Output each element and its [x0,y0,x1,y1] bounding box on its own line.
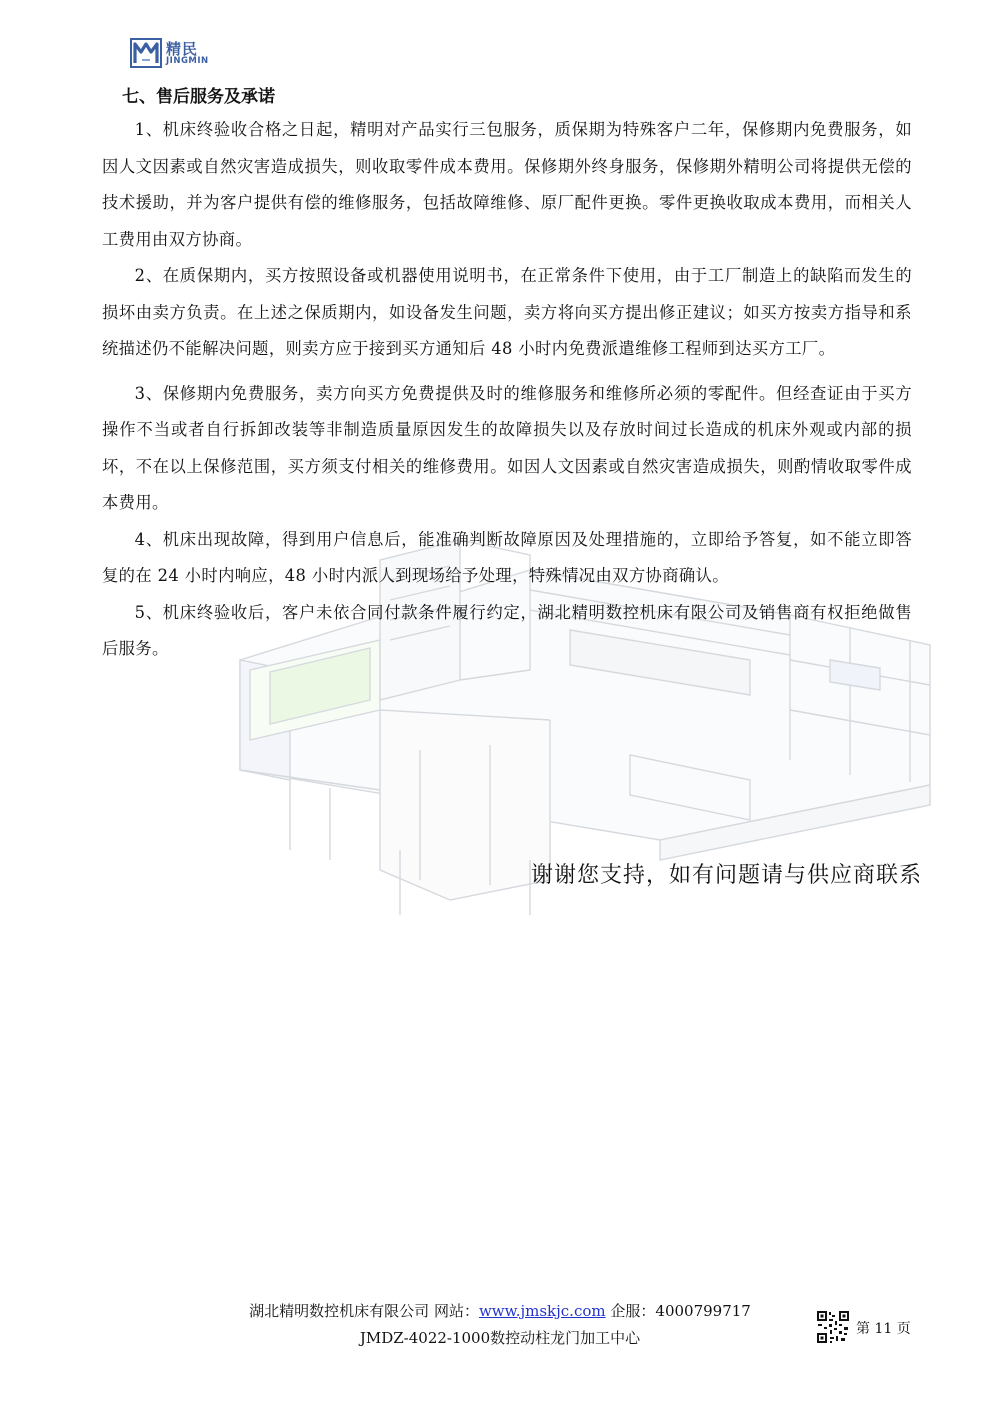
logo-mark-icon [130,38,162,68]
paragraph-1: 1、机床终验收合格之日起，精明对产品实行三包服务，质保期为特殊客户二年，保修期内免费服务，如因人文因素或自然灾害造成损失，则收取零件成本费用。保修期外终身服务，保修期外精明公司将提供无偿的技术援助，并为客户提供有偿的维修服务，包括故障维修、原厂配件更换。零件更换收取成本费用，而相关人工费用由双方协商。 [102,120,912,249]
logo-cn-text: 精民 [166,40,199,58]
thanks-message: 谢谢您支持，如有问题请与供应商联系 [530,863,922,888]
paragraph-2: 2、在质保期内，买方按照设备或机器使用说明书，在正常条件下使用，由于工厂制造上的缺陷而发生的损坏由卖方负责。在上述之保质期内，如设备发生问题，卖方将向买方提出修正建议；如买方按卖方指导和系统描述仍不能解决问题，则卖方应于接到买方通知后 48 小时内免费派遣维修工程师到达买方工厂。 [102,266,912,358]
paragraph-5: 5、机床终验收后，客户未依合同付款条件履行约定，湖北精明数控机床有限公司及销售商有权拒绝做售后服务。 [102,602,912,658]
company-logo [130,36,240,70]
footer-site-label: 网站： [433,1302,479,1320]
footer-product-line: JMDZ-4022-1000数控动柱龙门加工中心 [359,1329,641,1347]
qr-code-icon [817,1311,849,1343]
section-title: 七、售后服务及承诺 [122,87,275,107]
footer-company: 湖北精明数控机床有限公司 [249,1302,430,1320]
page-number: 第 11 页 [856,1321,911,1337]
paragraph-3: 3、保修期内免费服务，卖方向买方免费提供及时的维修服务和维修所必须的零配件。但经查证由于买方操作不当或者自行拆卸改装等非制造质量原因发生的故障损失以及存放时间过长造成的机床外观或内部的损坏，不在以上保修范围，买方须支付相关的维修费用。如因人文因素或自然灾害造成损失，则酌情收取零件成本费用。 [102,383,912,512]
footer-contact-line [0,1300,1000,1321]
paragraph-4: 4、机床出现故障，得到用户信息后，能准确判断故障原因及处理措施的，立即给予答复，如不能立即答复的在 24 小时内响应，48 小时内派人到现场给予处理，特殊情况由双方协商确认。 [102,529,912,585]
footer-service-label: 企服： [610,1302,656,1320]
page-content [102,82,912,668]
footer-service-phone: 4000799717 [655,1302,751,1320]
logo-en-text: JINGMIN [166,56,209,66]
website-link[interactable]: www.jmskjc.com [478,1302,606,1320]
